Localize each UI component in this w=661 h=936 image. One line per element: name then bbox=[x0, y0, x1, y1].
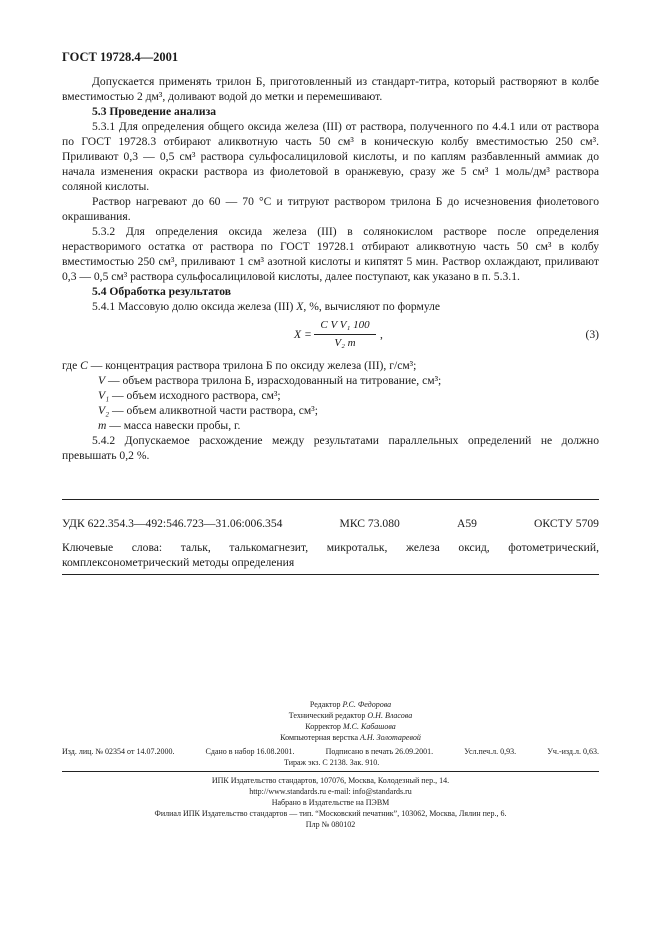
separator-line bbox=[62, 499, 599, 500]
credit-editor: Редактор Р.С. Федорова bbox=[309, 700, 392, 709]
keywords: Ключевые слова: тальк, талькомагнезит, микротальк, железа оксид, фотометрический, комплексонометрический методы определения bbox=[62, 541, 599, 569]
credit-layout: Компьютерная верстка А.Н. Золотаревой bbox=[280, 733, 421, 742]
print-sheets: Усл.печ.л. 0,93. bbox=[464, 747, 517, 756]
paragraph-5-3-1-heating: Раствор нагревают до 60 — 70 °С и титруют раствором трилона Б до исчезновения фиолетового окрашивания. bbox=[62, 195, 599, 223]
paragraph-5-4-1: 5.4.1 Массовую долю оксида железа (III) X, %, вычисляют по формуле bbox=[92, 300, 441, 313]
where-line-c: где C — концентрация раствора трилона Б по оксиду железа (III), г/см³; bbox=[62, 359, 417, 372]
formula-3 bbox=[62, 318, 599, 352]
printer-address: ИПК Издательство стандартов, 107076, Москва, Колодезный пер., 14. bbox=[211, 776, 450, 785]
license-number: Изд. лиц. № 02354 от 14.07.2000. bbox=[62, 747, 175, 756]
publishing-info bbox=[62, 746, 599, 768]
paragraph-5-4-2: 5.4.2 Допускаемое расхождение между результатами параллельных определений не должно превышать 0,2 %. bbox=[62, 434, 599, 462]
where-line-v: V — объем раствора трилона Б, израсходованный на титрование, см³; bbox=[98, 374, 442, 387]
udk-code: УДК 622.354.3—492:546.723—31.06:006.354 bbox=[62, 517, 283, 530]
branch-address: Филиал ИПК Издательство стандартов — тип. “Московский печатник”, 103062, Москва, Лялин пер., 6. bbox=[154, 809, 507, 818]
separator-line-imprint bbox=[62, 771, 599, 772]
paragraph-trilon-preparation: Допускается применять трилон Б, приготовленный из стандарт-титра, который растворяют в колбе вместимостью 2 дм³, доливают водой до метки и перемешивают. bbox=[62, 75, 599, 103]
typeset-note: Набрано в Издательстве на ПЭВМ bbox=[271, 798, 390, 807]
paragraph-5-3-1: 5.3.1 Для определения общего оксида железа (III) от раствора, полученного по 4.4.1 или от раствора по ГОСТ 19728.3 отбирают аликвотную часть 50 см³ в коническую колбу вместимостью 250 см³. Приливают 0,3 — 0,5 см³ раствора сульфосалициловой кислоты, и по каплям разбавленный аммиак до начала изменения окраски раствора из фиолетовой в оранжевую, сразу же 5 см³ 1 моль/дм³ раствора соляной кислоты. bbox=[62, 120, 599, 193]
separator-line-bottom bbox=[62, 574, 599, 575]
credit-tech-editor: Технический редактор О.Н. Власова bbox=[288, 711, 413, 720]
printer-web-email: http://www.standards.ru e-mail: info@standards.ru bbox=[249, 787, 412, 796]
signed-date: Подписано в печать 26.09.2001. bbox=[325, 747, 434, 756]
document-body bbox=[62, 74, 599, 463]
classification-line bbox=[62, 517, 599, 530]
standard-header: ГОСТ 19728.4—2001 bbox=[62, 50, 179, 64]
variable-x: X bbox=[296, 300, 304, 313]
typeset-date: Сдано в набор 16.08.2001. bbox=[205, 747, 295, 756]
group-code: А59 bbox=[456, 517, 477, 530]
where-line-v1: V₁ — объем исходного раствора, см³; bbox=[98, 389, 281, 402]
formula-denominator: V₂ m bbox=[334, 337, 356, 349]
mks-code: МКС 73.080 bbox=[339, 517, 400, 530]
formula-numerator: C V V₁ 100 bbox=[314, 318, 376, 335]
credit-corrector: Корректор М.С. Кабашова bbox=[305, 722, 396, 731]
plr-number: Плр № 080102 bbox=[305, 820, 356, 829]
where-line-m: m — масса навески пробы, г. bbox=[98, 419, 241, 432]
formula-comma: , bbox=[380, 328, 383, 341]
formula-number: (3) bbox=[585, 328, 599, 341]
section-heading-5-4: 5.4 Обработка результатов bbox=[92, 285, 231, 298]
formula-fraction bbox=[314, 318, 376, 351]
section-heading-5-3: 5.3 Проведение анализа bbox=[92, 105, 217, 118]
paragraph-5-3-2: 5.3.2 Для определения оксида железа (III) в солянокислом растворе после определения нерастворимого остатка от раствора по ГОСТ 19728.1 отбирают аликвотную часть 50 см³ в колбу вместимостью 250 см³, приливают 1 см³ азотной кислоты и кипятят 5 мин. Раствор охлаждают, приливают 0,3 — 0,5 см³ раствора сульфосалициловой кислоты, далее поступают, как указано в п. 5.3.1. bbox=[62, 225, 599, 283]
where-line-v2: V₂ — объем аликвотной части раствора, см³; bbox=[98, 404, 318, 417]
pub-sheets: Уч.-изд.л. 0,63. bbox=[547, 747, 599, 756]
formula-lhs: X = bbox=[294, 328, 312, 341]
printer-info bbox=[0, 775, 661, 830]
print-run: Тираж экз. С 2138. Зак. 910. bbox=[284, 758, 380, 767]
credits-block bbox=[0, 699, 661, 743]
okstu-code: ОКСТУ 5709 bbox=[534, 517, 599, 530]
